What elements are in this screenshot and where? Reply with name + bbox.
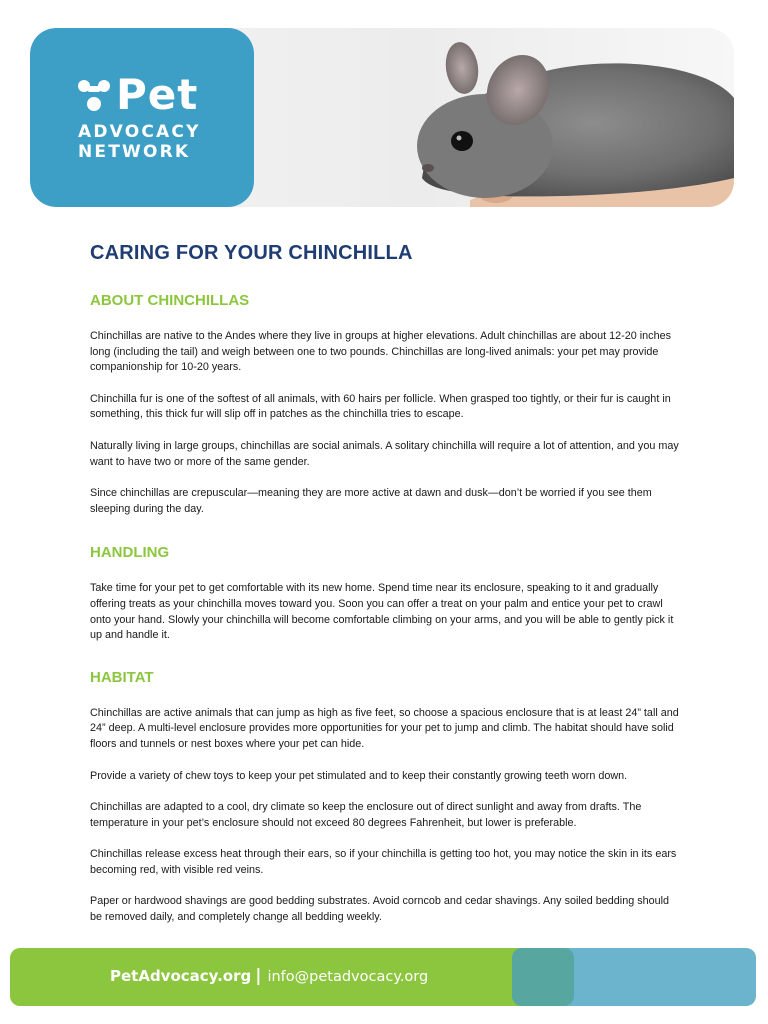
- paragraph: Take time for your pet to get comfortable with its new home. Spend time near its enclosure, speaking to it and gradually offering treats as your chinchilla moves toward you. Soon you can offer a treat on your palm and entice your pet to crawl onto your hand. Slowly your chinchilla will become comfortable climbing on your arms, and you will be able to gently pick it up and handle it.: [90, 582, 674, 642]
- article: [90, 238, 682, 926]
- section-heading: HANDLING: [90, 544, 170, 562]
- logo: [30, 28, 254, 207]
- section-handling: [90, 543, 682, 643]
- section-about: [90, 291, 682, 517]
- footer-accent-teal: [512, 948, 574, 1006]
- footer-bar: [10, 948, 756, 1006]
- paragraph: Since chinchillas are crepuscular—meaning they are more active at dawn and dusk—don’t be worried if you see them sleeping during the day.: [90, 487, 652, 515]
- paw-icon: [78, 78, 110, 112]
- website-link[interactable]: PetAdvocacy.org: [110, 967, 252, 985]
- section-heading: ABOUT CHINCHILLAS: [90, 292, 250, 309]
- footer-separator: |: [255, 966, 262, 986]
- section-habitat: [90, 668, 682, 926]
- paragraph: Chinchillas release excess heat through their ears, so if your chinchilla is getting too hot, you may notice the skin in its ears becoming red, with visible red veins.: [90, 848, 677, 876]
- logo-line-2: NETWORK: [78, 142, 191, 162]
- page-title: CARING FOR YOUR CHINCHILLA: [90, 242, 413, 264]
- paragraph: Chinchillas are active animals that can jump as high as five feet, so choose a spacious enclosure that is at least 24” tall and 24” deep. A multi-level enclosure provides more opportunities for your pet to jump and climb. The habitat should have solid floors and tunnels or nest boxes where your pet can hide.: [90, 706, 679, 750]
- chinchilla-photo: [410, 28, 734, 207]
- logo-line-1: ADVOCACY: [78, 122, 201, 142]
- paragraph: Chinchilla fur is one of the softest of all animals, with 60 hairs per follicle. When grasped too tightly, or their fur is caught in something, this thick fur will slip off in patches as the chinchilla tries to escape.: [90, 392, 671, 421]
- logo-word: Pet: [116, 70, 199, 119]
- paragraph: Naturally living in large groups, chinchillas are social animals. A solitary chinchilla will require a lot of attention, and you may want to have two or more of the same gender.: [90, 439, 679, 468]
- header-banner: [30, 28, 734, 207]
- paragraph: Chinchillas are native to the Andes where they live in groups at higher elevations. Adult chinchillas are about 12-20 inches long (including the tail) and weigh between one to two pounds. Chinchillas are long-lived animals: your pet may provide companionship for 10-20 years.: [90, 330, 671, 374]
- paragraph: Chinchillas are adapted to a cool, dry climate so keep the enclosure out of direct sunlight and away from drafts. The temperature in your pet’s enclosure should not exceed 80 degrees Fahrenheit, but lower is preferable.: [90, 801, 642, 829]
- section-heading: HABITAT: [90, 668, 154, 686]
- footer-contact: [110, 965, 428, 988]
- email-link[interactable]: info@petadvocacy.org: [267, 969, 429, 985]
- paragraph: Paper or hardwood shavings are good bedding substrates. Avoid corncob and cedar shavings. Any soiled bedding should be removed daily, and completely change all bedding weekly.: [90, 895, 670, 924]
- paragraph: Provide a variety of chew toys to keep your pet stimulated and to keep their constantly growing teeth worn down.: [90, 769, 628, 782]
